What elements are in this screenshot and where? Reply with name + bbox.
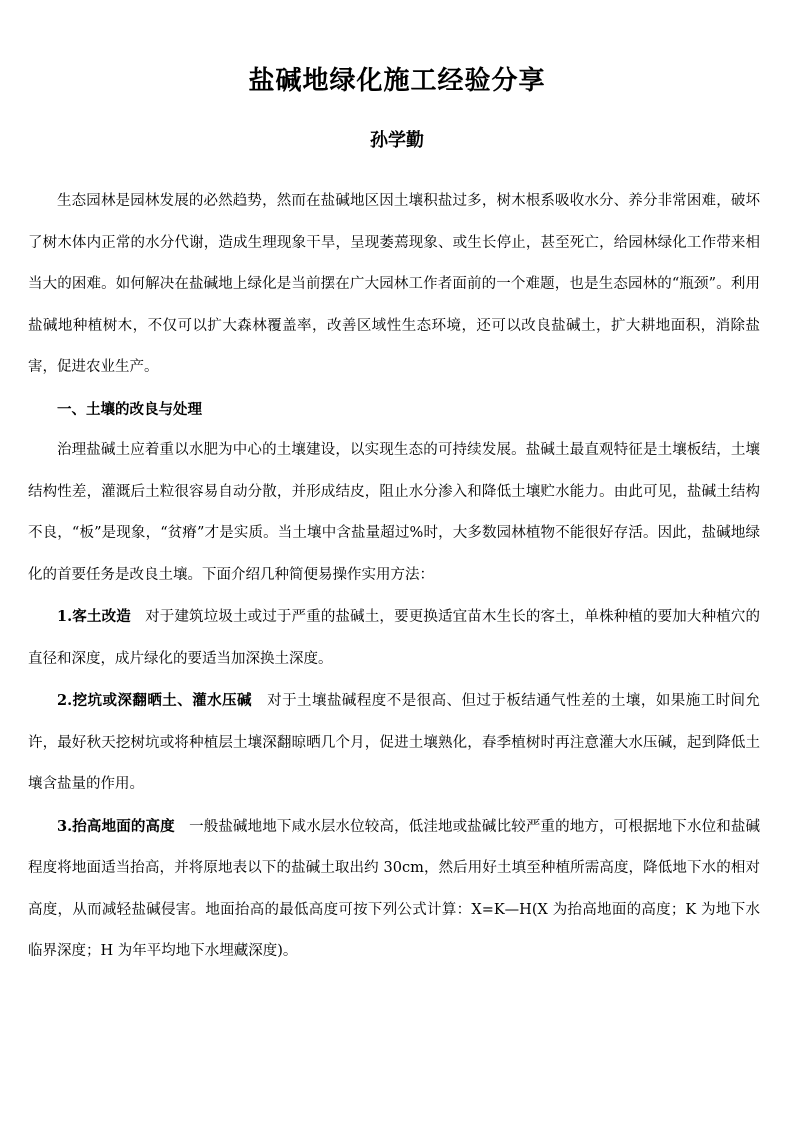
method-item-3-title: 3.抬高地面的高度 (57, 817, 175, 835)
method-item-2 (28, 680, 760, 806)
document-author: 孙学勤 (370, 130, 424, 151)
method-item-3 (28, 806, 760, 973)
section-paragraph: 治理盐碱土应着重以水肥为中心的土壤建设，以实现生态的可持续发展。盐碱土最直观特征是土壤板结，土壤结构性差，灌溉后土粒很容易自动分散，并形成结皮，阻止水分渗入和降低土壤贮水能力。由此可见，盐碱土结构不良，“板”是现象，“贫瘠”才是实质。当土壤中含盐量超过%时，大多数园林植物不能很好存活。因此，盐碱地绿化的首要任务是改良土壤。下面介绍几种简便易操作实用方法： (28, 442, 760, 583)
section-heading: 一、土壤的改良与处理 (57, 400, 202, 418)
method-item-1-text: 对于建筑垃圾土或过于严重的盐碱土，要更换适宜苗木生长的客土，单株种植的要加大种植穴的直径和深度，成片绿化的要适当加深换土深度。 (28, 609, 761, 667)
method-item-2-text: 对于土壤盐碱程度不是很高、但过于板结通气性差的土壤，如果施工时间允许，最好秋天挖树坑或将种植层土壤深翻晾晒几个月，促进土壤熟化，春季植树时再注意灌大水压碱，起到降低土壤含盐量的作用。 (28, 693, 761, 792)
method-item-3-text: 一般盐碱地地下咸水层水位较高，低洼地或盐碱比较严重的地方，可根据地下水位和盐碱程度将地面适当抬高，并将原地表以下的盐碱土取出约 30cm，然后用好土填至种植所需高度，降低地下水的相对高度，从而减轻盐碱侵害。地面抬高的最低高度可按下列公式计算：X=K—H(X 为抬高地面的高度；K 为地下水临界深度；H 为年平均地下水埋藏深度)。 (28, 818, 761, 959)
method-item-2-title: 2.挖坑或深翻晒土、灌水压碱 (57, 692, 252, 709)
document-title: 盐碱地绿化施工经验分享 (248, 66, 546, 96)
method-item-1-title: 1.客土改造 (57, 608, 131, 625)
document-body (28, 181, 760, 973)
intro-paragraph: 生态园林是园林发展的必然趋势，然而在盐碱地区因土壤积盐过多，树木根系吸收水分、养分非常困难，破坏了树木体内正常的水分代谢，造成生理现象干旱，呈现萎蔫现象、或生长停止，甚至死亡，给园林绿化工作带来相当大的困难。如何解决在盐碱地上绿化是当前摆在广大园林工作者面前的一个难题，也是生态园林的“瓶颈”。利用盐碱地种植树木，不仅可以扩大森林覆盖率，改善区域性生态环境，还可以改良盐碱土，扩大耕地面积，消除盐害，促进农业生产。 (28, 193, 760, 375)
method-item-1 (28, 596, 760, 680)
